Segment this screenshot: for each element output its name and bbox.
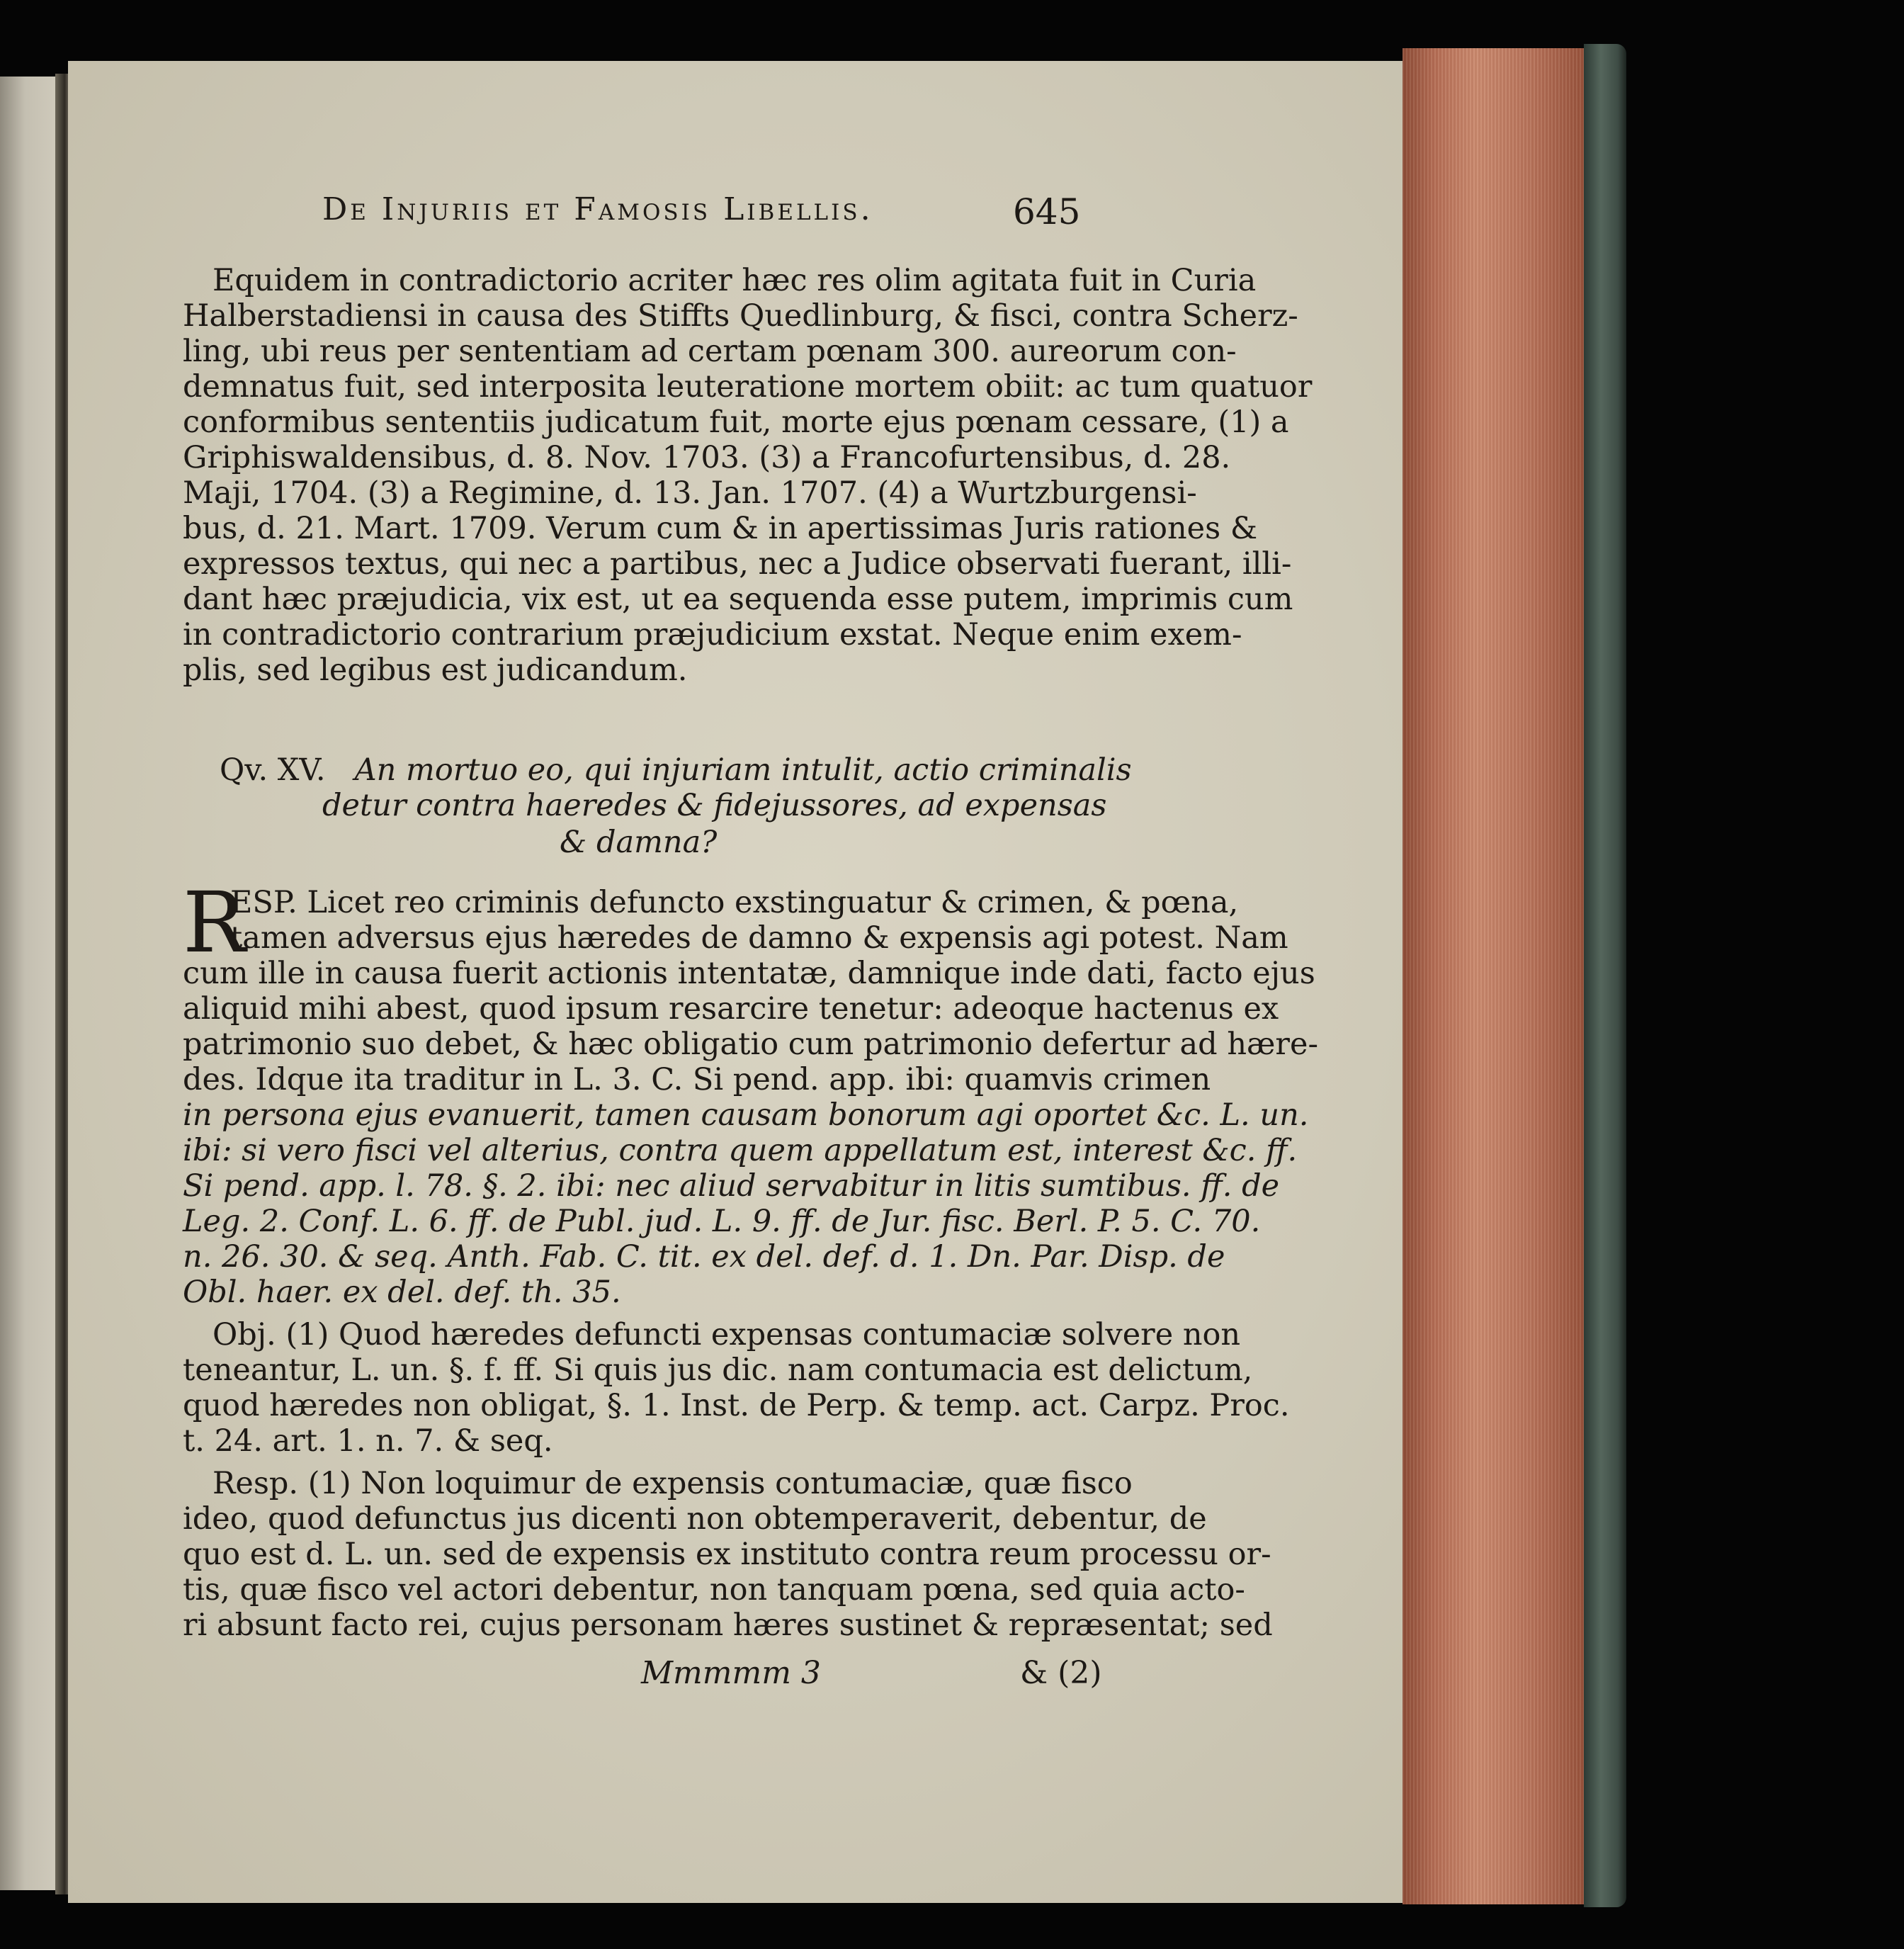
page-number: 645 [1013,191,1081,232]
signature-mark: Mmmmm 3 [641,1655,821,1691]
question-label: Qv. XV. [220,752,326,788]
response-line: quo est d. L. un. sed de expensis ex instituto contra reum processu or- [183,1537,1271,1572]
question-line: An mortuo eo, qui injuriam intulit, actio criminalis [354,752,1132,788]
response-line: ideo, quod defunctus jus dicenti non obtemperaverit, debentur, de [183,1501,1207,1537]
paragraph-line: conformibus sententiis judicatum fuit, morte ejus pœnam cessare, (1) a [183,405,1289,440]
paragraph-line: Griphiswaldensibus, d. 8. Nov. 1703. (3) a Francofurtensibus, d. 28. [183,440,1231,475]
answer-line: in persona ejus evanuerit, tamen causam bonorum agi oportet &c. L. un. [183,1097,1309,1133]
objection-line: t. 24. art. 1. n. 7. & seq. [183,1423,553,1459]
paragraph-line: Equidem in contradictorio acriter hæc res olim agitata fuit in Curia [212,263,1257,298]
answer-line: cum ille in causa fuerit actionis intentatæ, damnique inde dati, facto ejus [183,956,1315,991]
question-line: & damna? [560,825,718,860]
answer-line: patrimonio suo debet, & hæc obligatio cum patrimonio defertur ad hære- [183,1027,1318,1062]
objection-line: quod hæredes non obligat, §. 1. Inst. de Perp. & temp. act. Carpz. Proc. [183,1388,1290,1423]
catchword: & (2) [1020,1655,1102,1691]
drop-cap: R [183,874,246,971]
question-heading [220,752,1132,788]
answer-line: Obl. haer. ex del. def. th. 35. [183,1275,621,1310]
paragraph-line: ling, ubi reus per sententiam ad certam pœnam 300. aureorum con- [183,334,1237,369]
running-head: De Injuriis et Famosis Libellis. [322,191,873,227]
answer-line: des. Idque ita traditur in L. 3. C. Si pend. app. ibi: quamvis crimen [183,1062,1211,1097]
objection-line: teneantur, L. un. §. f. ff. Si quis jus dic. nam contumacia est delictum, [183,1352,1253,1388]
answer-line: n. 26. 30. & seq. Anth. Fab. C. tit. ex del. def. d. 1. Dn. Par. Disp. de [183,1239,1225,1275]
paragraph-line: in contradictorio contrarium præjudicium exstat. Neque enim exem- [183,617,1242,653]
question-line: detur contra haeredes & fidejussores, ad expensas [322,788,1107,823]
answer-line: Leg. 2. Conf. L. 6. ff. de Publ. jud. L. 9. ff. de Jur. fisc. Berl. P. 5. C. 70. [183,1204,1261,1239]
paragraph-line: dant hæc præjudicia, vix est, ut ea sequenda esse putem, imprimis cum [183,582,1293,617]
answer-line: tamen adversus ejus hæredes de damno & expensis agi potest. Nam [230,920,1288,956]
response-line: Resp. (1) Non loquimur de expensis contumaciæ, quæ fisco [212,1466,1133,1501]
paragraph-line: demnatus fuit, sed interposita leuteratione mortem obiit: ac tum quatuor [183,369,1313,405]
objection-line: Obj. (1) Quod hæredes defuncti expensas contumaciæ solvere non [212,1317,1241,1352]
answer-line: aliquid mihi abest, quod ipsum resarcire tenetur: adeoque hactenus ex [183,991,1279,1027]
answer-line: ESP. Licet reo criminis defuncto exstinguatur & crimen, & pœna, [230,885,1239,920]
paragraph-line: plis, sed legibus est judicandum. [183,653,688,688]
paragraph-line: bus, d. 21. Mart. 1709. Verum cum & in apertissimas Juris rationes & [183,511,1258,546]
paragraph-line: Halberstadiensi in causa des Stiffts Quedlinburg, & fisci, contra Scherz- [183,298,1298,334]
answer-line: ibi: si vero fisci vel alterius, contra quem appellatum est, interest &c. ff. [183,1133,1298,1168]
paragraph-line: Maji, 1704. (3) a Regimine, d. 13. Jan. 1707. (4) a Wurtzburgensi- [183,475,1197,511]
answer-line: Si pend. app. l. 78. §. 2. ibi: nec aliud servabitur in litis sumtibus. ff. de [183,1168,1280,1204]
paragraph-line: expressos textus, qui nec a partibus, nec a Judice observati fuerant, illi- [183,546,1292,582]
response-line: ri absunt facto rei, cujus personam hæres sustinet & repræsentat; sed [183,1608,1273,1643]
response-line: tis, quæ fisco vel actori debentur, non tanquam pœna, sed quia acto- [183,1572,1245,1608]
